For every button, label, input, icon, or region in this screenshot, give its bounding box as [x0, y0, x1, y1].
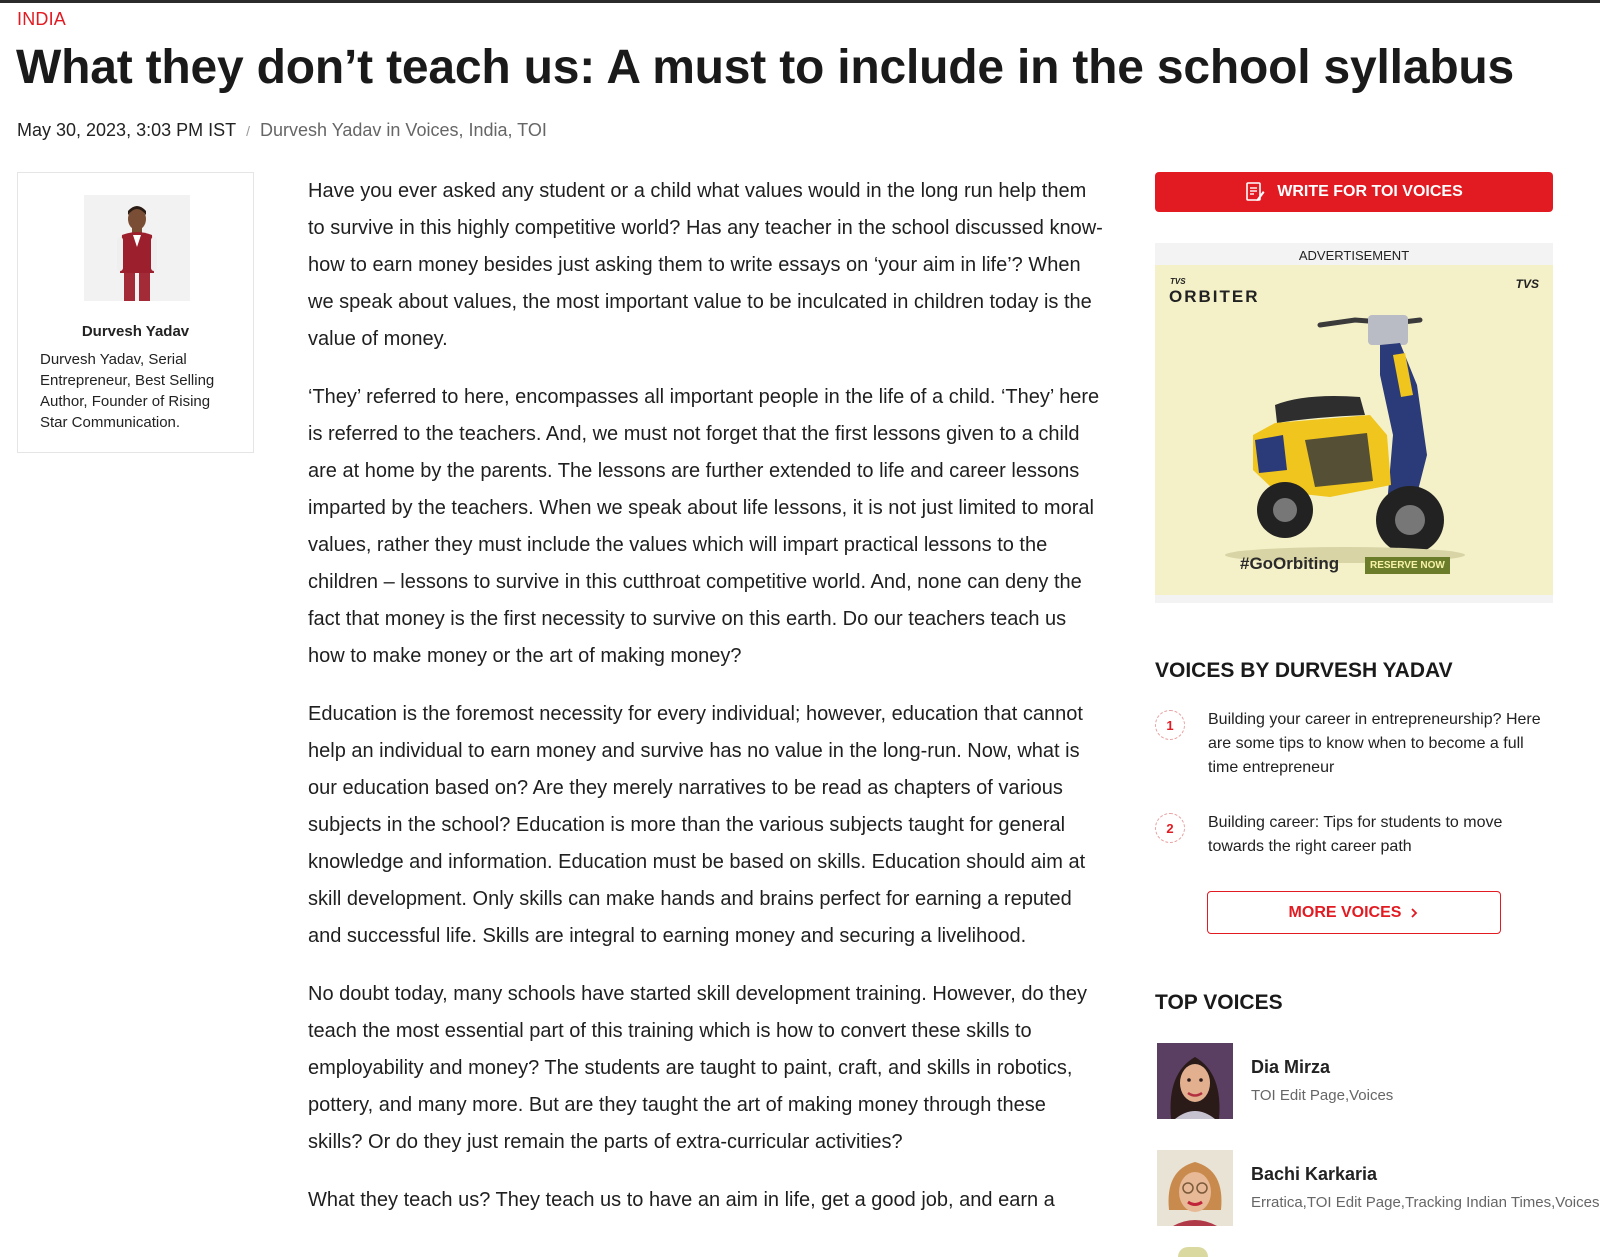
chevron-right-icon: [1409, 907, 1419, 919]
author-photo-icon: [84, 195, 190, 301]
ad-hashtag: #GoOrbiting: [1240, 554, 1340, 573]
top-voice-name[interactable]: Bachi Karkaria: [1251, 1164, 1378, 1184]
article-paragraph: No doubt today, many schools have started skill development training. However, do they teach the most essential part of this training which is how to convert these skills to employability and money? The students are taught to paint, craft, and skills in robotics, pottery, and many more. But are they taught the art of making money through these skills? Or do they just remain the parts of extra-curricular activities?: [308, 983, 1087, 1153]
voice-rank-badge: 1: [1155, 710, 1185, 740]
voice-list-item[interactable]: [1155, 708, 1555, 778]
voice-link[interactable]: Building career: Tips for students to move towards the right career path: [1208, 814, 1503, 855]
author-bio: Durvesh Yadav, Serial Entrepreneur, Best Selling Author, Founder of Rising Star Communication.: [40, 351, 215, 431]
top-voice-name[interactable]: Dia Mirza: [1251, 1057, 1331, 1077]
voice-rank-badge: 2: [1155, 813, 1185, 843]
publish-date: May 30, 2023, 3:03 PM IST: [17, 120, 237, 140]
article-paragraph: Have you ever asked any student or a child what values would in the long run help them to survive in this highly competitive world? Has any teacher in the school discussed know-how to earn money besides just asking them to write essays on ‘your aim in life’? When we speak about values, the most important value to be inculcated in children today is the value of money.: [308, 180, 1103, 350]
voice-link[interactable]: Building your career in entrepreneurship? Here are some tips to know when to become a full time entrepreneur: [1208, 711, 1541, 776]
ad-brand-small: TVS: [1170, 277, 1186, 286]
article-paragraph: Education is the foremost necessity for every individual; however, education that cannot help an individual to earn money and survive has no value in the long-run. Now, what is our education based on? Are they merely narratives to be read as chapters of various subjects in the school? Education is more than the various subjects taught for general knowledge and information. Education must be based on skills. Education should aim at skill development. Only skills can make hands and brains perfect for earning a reputed and successful life. Skills are integral to earning money and securing a livelihood.: [308, 703, 1086, 947]
ad-label: ADVERTISEMENT: [1298, 248, 1410, 263]
advertisement-box: [1155, 243, 1553, 603]
byline-author-categories[interactable]: Durvesh Yadav in Voices, India, TOI: [260, 120, 547, 140]
bachi-karkaria-photo-icon: [1157, 1150, 1233, 1226]
article-body: [308, 173, 1104, 1240]
more-voices-button[interactable]: [1207, 891, 1501, 934]
top-voice-item[interactable]: [1155, 1150, 1600, 1230]
top-voices-title: TOP VOICES: [1155, 991, 1283, 1014]
write-for-toi-voices-button[interactable]: [1155, 172, 1553, 212]
top-voice-avatar[interactable]: [1157, 1043, 1233, 1119]
section-tag[interactable]: INDIA: [17, 9, 67, 29]
more-voices-label: MORE VOICES: [1288, 903, 1402, 921]
voice-list-item[interactable]: [1155, 811, 1555, 861]
ad-creative[interactable]: [1155, 265, 1553, 595]
author-name[interactable]: Durvesh Yadav: [81, 323, 190, 340]
article-paragraph: What they teach us? They teach us to have an aim in life, get a good job, and earn a: [308, 1189, 1055, 1211]
article-paragraph: ‘They’ referred to here, encompasses all important people in the life of a child. ‘They’ here is referred to the teachers. And, we must not forget that the first lessons given to a child are at home by the parents. The lessons are further extended to life and career lessons imparted by the teachers. When we speak about life lessons, it is not just limited to moral values, rather they must include the values which will impart practical lessons to the children – lessons to survive in this cutthroat competitive world. And, none can deny the fact that money is the first necessity to survive on this earth. Do our teachers teach us how to make money or the art of making money?: [308, 386, 1100, 667]
write-button-label: WRITE FOR TOI VOICES: [1277, 183, 1463, 200]
byline-separator: /: [246, 123, 251, 139]
top-voice-categories: Erratica,TOI Edit Page,Tracking Indian Times,Voices: [1251, 1194, 1600, 1211]
top-voice-avatar-partial: [1178, 1247, 1208, 1257]
top-voice-avatar[interactable]: [1157, 1150, 1233, 1226]
top-voice-item[interactable]: [1155, 1043, 1555, 1123]
ad-reserve-now-button[interactable]: RESERVE NOW: [1365, 557, 1450, 574]
dia-mirza-photo-icon: [1157, 1043, 1233, 1119]
top-border: [0, 0, 1600, 3]
article-headline: What they don’t teach us: A must to include in the school syllabus: [16, 41, 1515, 94]
ad-logo: TVS: [1515, 277, 1539, 291]
voices-by-author-title: VOICES BY DURVESH YADAV: [1155, 659, 1453, 682]
author-avatar[interactable]: [84, 195, 190, 301]
ad-brand-name: ORBITER: [1169, 287, 1260, 306]
scooter-image-icon: [1155, 265, 1553, 595]
write-document-icon: [1245, 181, 1265, 203]
author-card: [17, 172, 254, 453]
article-byline: [17, 120, 547, 141]
top-voice-categories: TOI Edit Page,Voices: [1251, 1087, 1394, 1104]
